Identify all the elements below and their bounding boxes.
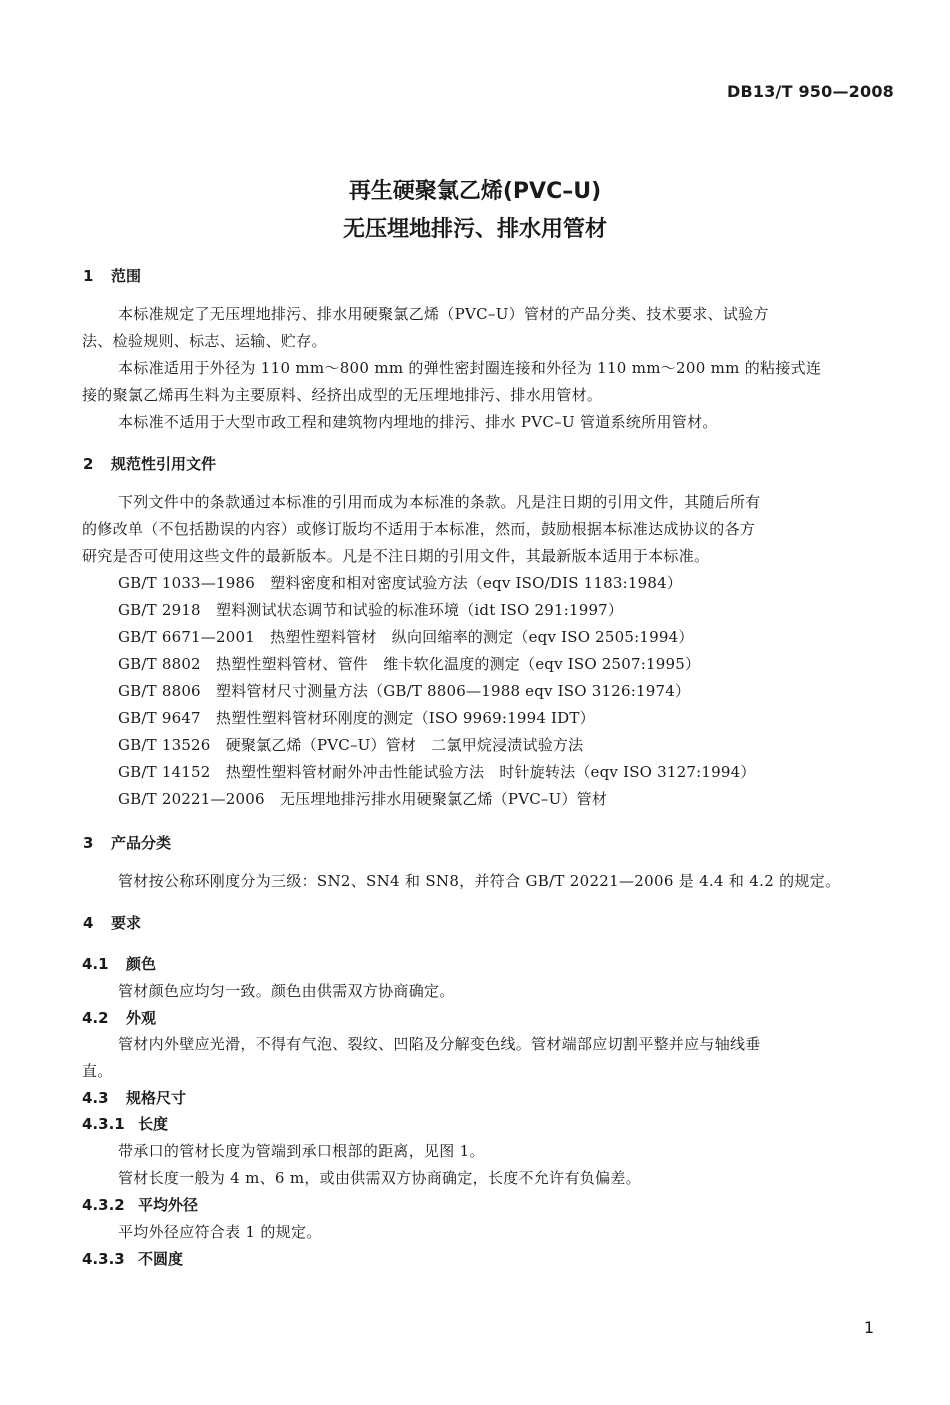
paragraph-line: 本标准不适用于大型市政工程和建筑物内埋地的排污、排水 PVC–U 管道系统所用管材。 [118, 413, 718, 431]
subsection-4-3-3-heading [82, 1248, 183, 1269]
subsection-4-3-1-heading [82, 1113, 168, 1134]
page-number: 1 [863, 1318, 874, 1337]
subsection-title: 长度 [138, 1115, 169, 1133]
section-1-heading [83, 265, 141, 286]
subsection-title: 外观 [126, 1009, 157, 1027]
normative-reference: GB/T 14152 热塑性塑料管材耐外冲击性能试验方法 时针旋转法（eqv ISO 3127:1994） [118, 763, 756, 781]
paragraph-line: 下列文件中的条款通过本标准的引用而成为本标准的条款。凡是注日期的引用文件，其随后所有 [118, 493, 761, 511]
subsection-title: 颜色 [126, 955, 157, 973]
subsection-number: 4.3.2 [82, 1196, 125, 1214]
section-number: 4 [83, 914, 94, 932]
normative-reference: GB/T 2918 塑料测试状态调节和试验的标准环境（idt ISO 291:1997） [118, 601, 624, 619]
subsection-title: 平均外径 [138, 1196, 199, 1214]
paragraph-line: 管材长度一般为 4 m、6 m，或由供需双方协商确定，长度不允许有负偏差。 [118, 1169, 641, 1187]
subsection-title: 不圆度 [138, 1250, 184, 1268]
paragraph-line: 接的聚氯乙烯再生料为主要原料、经挤出成型的无压埋地排污、排水用管材。 [82, 386, 603, 404]
section-number: 1 [83, 267, 94, 285]
section-2-heading [83, 453, 216, 474]
normative-reference: GB/T 1033—1986 塑料密度和相对密度试验方法（eqv ISO/DIS 1183:1984） [118, 574, 683, 592]
section-title: 产品分类 [111, 834, 172, 852]
paragraph-line: 直。 [82, 1062, 113, 1080]
paragraph-line: 本标准规定了无压埋地排污、排水用硬聚氯乙烯（PVC–U）管材的产品分类、技术要求、试验方 [118, 305, 769, 323]
section-4-heading [83, 912, 141, 933]
paragraph-line: 管材内外壁应光滑，不得有气泡、裂纹、凹陷及分解变色线。管材端部应切割平整并应与轴线垂 [118, 1035, 761, 1053]
normative-reference: GB/T 13526 硬聚氯乙烯（PVC–U）管材 二氯甲烷浸渍试验方法 [118, 736, 584, 754]
normative-reference: GB/T 8802 热塑性塑料管材、管件 维卡软化温度的测定（eqv ISO 2507:1995） [118, 655, 701, 673]
subsection-4-1-heading [82, 953, 156, 974]
normative-reference: GB/T 8806 塑料管材尺寸测量方法（GB/T 8806—1988 eqv ISO 3126:1974） [118, 682, 691, 700]
subsection-number: 4.2 [82, 1009, 109, 1027]
document-title-line-2: 无压埋地排污、排水用管材 [342, 217, 607, 242]
section-title: 范围 [111, 267, 142, 285]
section-3-heading [83, 832, 171, 853]
subsection-4-3-heading [82, 1087, 186, 1108]
subsection-number: 4.3.1 [82, 1115, 125, 1133]
subsection-title: 规格尺寸 [126, 1089, 187, 1107]
subsection-4-2-heading [82, 1007, 156, 1028]
subsection-number: 4.3 [82, 1089, 109, 1107]
subsection-4-3-2-heading [82, 1194, 198, 1215]
paragraph-line: 平均外径应符合表 1 的规定。 [118, 1223, 322, 1241]
subsection-number: 4.1 [82, 955, 109, 973]
normative-reference: GB/T 9647 热塑性塑料管材环刚度的测定（ISO 9969:1994 IDT） [118, 709, 595, 727]
paragraph-line: 管材按公称环刚度分为三级：SN2、SN4 和 SN8，并符合 GB/T 20221—2006 是 4.4 和 4.2 的规定。 [118, 872, 841, 890]
section-number: 3 [83, 834, 94, 852]
normative-reference: GB/T 6671—2001 热塑性塑料管材 纵向回缩率的测定（eqv ISO 2505:1994） [118, 628, 694, 646]
section-title: 要求 [111, 914, 142, 932]
normative-reference: GB/T 20221—2006 无压埋地排污排水用硬聚氯乙烯（PVC–U）管材 [118, 790, 608, 808]
paragraph-line: 研究是否可使用这些文件的最新版本。凡是不注日期的引用文件，其最新版本适用于本标准。 [82, 547, 710, 565]
standard-code: DB13/T 950—2008 [727, 82, 894, 101]
section-title: 规范性引用文件 [111, 455, 217, 473]
section-number: 2 [83, 455, 94, 473]
document-title-line-1: 再生硬聚氯乙烯(PVC–U) [348, 179, 602, 204]
paragraph-line: 法、检验规则、标志、运输、贮存。 [82, 332, 327, 350]
paragraph-line: 带承口的管材长度为管端到承口根部的距离，见图 1。 [118, 1142, 485, 1160]
subsection-number: 4.3.3 [82, 1250, 125, 1268]
paragraph-line: 的修改单（不包括勘误的内容）或修订版均不适用于本标准，然而，鼓励根据本标准达成协议的各方 [82, 520, 756, 538]
paragraph-line: 管材颜色应均匀一致。颜色由供需双方协商确定。 [118, 982, 455, 1000]
paragraph-line: 本标准适用于外径为 110 mm～800 mm 的弹性密封圈连接和外径为 110 mm～200 mm 的粘接式连 [118, 359, 822, 377]
